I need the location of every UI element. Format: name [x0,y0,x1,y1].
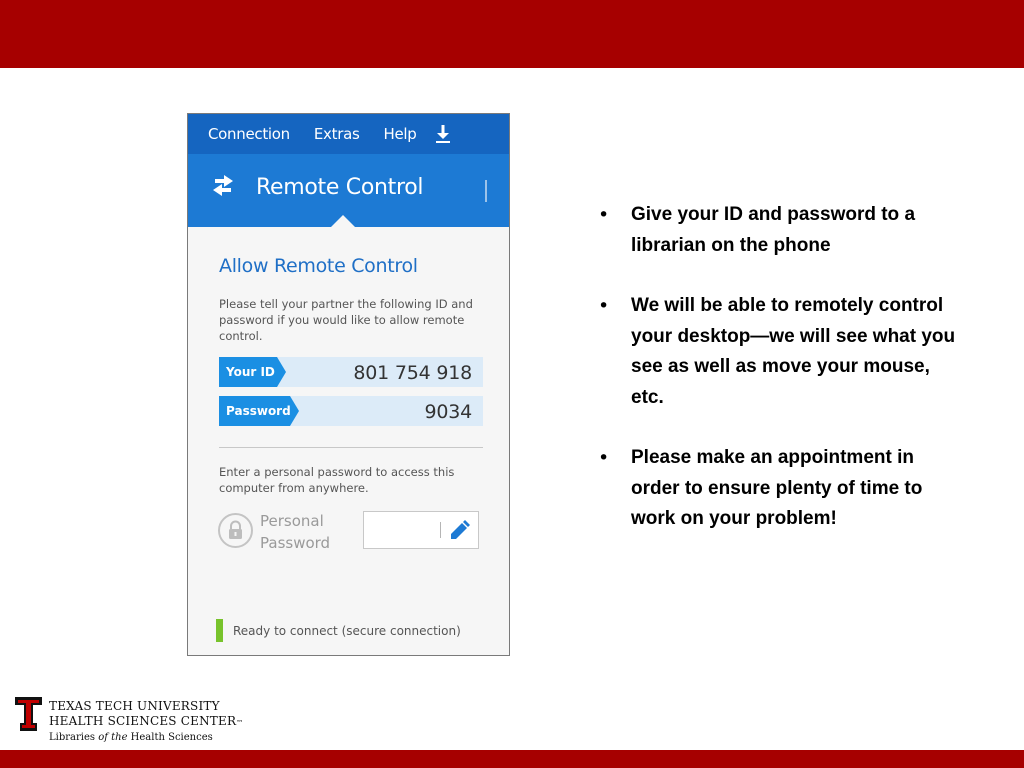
personal-password-label: Personal Password [260,512,331,552]
bullet-marker: • [598,204,610,226]
menu-help[interactable]: Help [383,125,417,143]
divider [219,447,483,448]
bullet-item [598,291,958,413]
password-row [219,396,483,426]
status-text: Ready to connect (secure connection) [233,624,461,638]
personal-instructions-text: Enter a personal password to access this computer from anywhere. [219,465,455,495]
logo-text-line3: Libraries of the Health Sciences [49,732,213,743]
remote-control-panel [187,113,510,656]
panel-body [188,227,509,656]
instructions-text: Please tell your partner the following ID and password if you would like to allow remote control. [219,297,473,343]
menu-connection[interactable]: Connection [208,125,290,143]
header-notch [331,215,355,227]
download-icon[interactable] [435,124,451,144]
bottom-banner [0,750,1024,768]
bullet-item [598,443,958,535]
bullet-item [598,200,958,261]
section-title: Allow Remote Control [219,255,418,277]
bullet-marker: • [598,447,610,469]
password-value[interactable]: 9034 [424,401,472,423]
your-id-value[interactable]: 801 754 918 [353,362,472,384]
header-separator [485,180,487,202]
field-separator [440,522,441,538]
top-banner [0,0,1024,68]
status-indicator [216,619,223,642]
bullet-text: Please make an appointment in order to ensure plenty of time to work on your problem! [631,447,923,529]
bullet-marker: • [598,295,610,317]
your-id-row [219,357,483,387]
logo-text-line1: TEXAS TECH UNIVERSITY [49,699,220,713]
your-id-label: Your ID [219,357,277,387]
bullet-text: We will be able to remotely control your desktop—we will see what you see as well as move your mouse, etc. [631,295,956,408]
bullet-list [598,200,958,565]
menu-extras[interactable]: Extras [313,125,360,143]
personal-password-field[interactable] [363,511,479,549]
bullet-text: Give your ID and password to a librarian on the phone [631,204,916,256]
arrows-icon [210,174,244,200]
header-title: Remote Control [256,174,424,200]
double-t-logo-icon [15,697,42,731]
password-label: Password [219,396,290,426]
logo-text-line2: HEALTH SCIENCES CENTER™ [49,714,244,728]
lock-icon [218,513,253,548]
pencil-icon[interactable] [448,520,470,542]
menu-bar [188,114,509,154]
